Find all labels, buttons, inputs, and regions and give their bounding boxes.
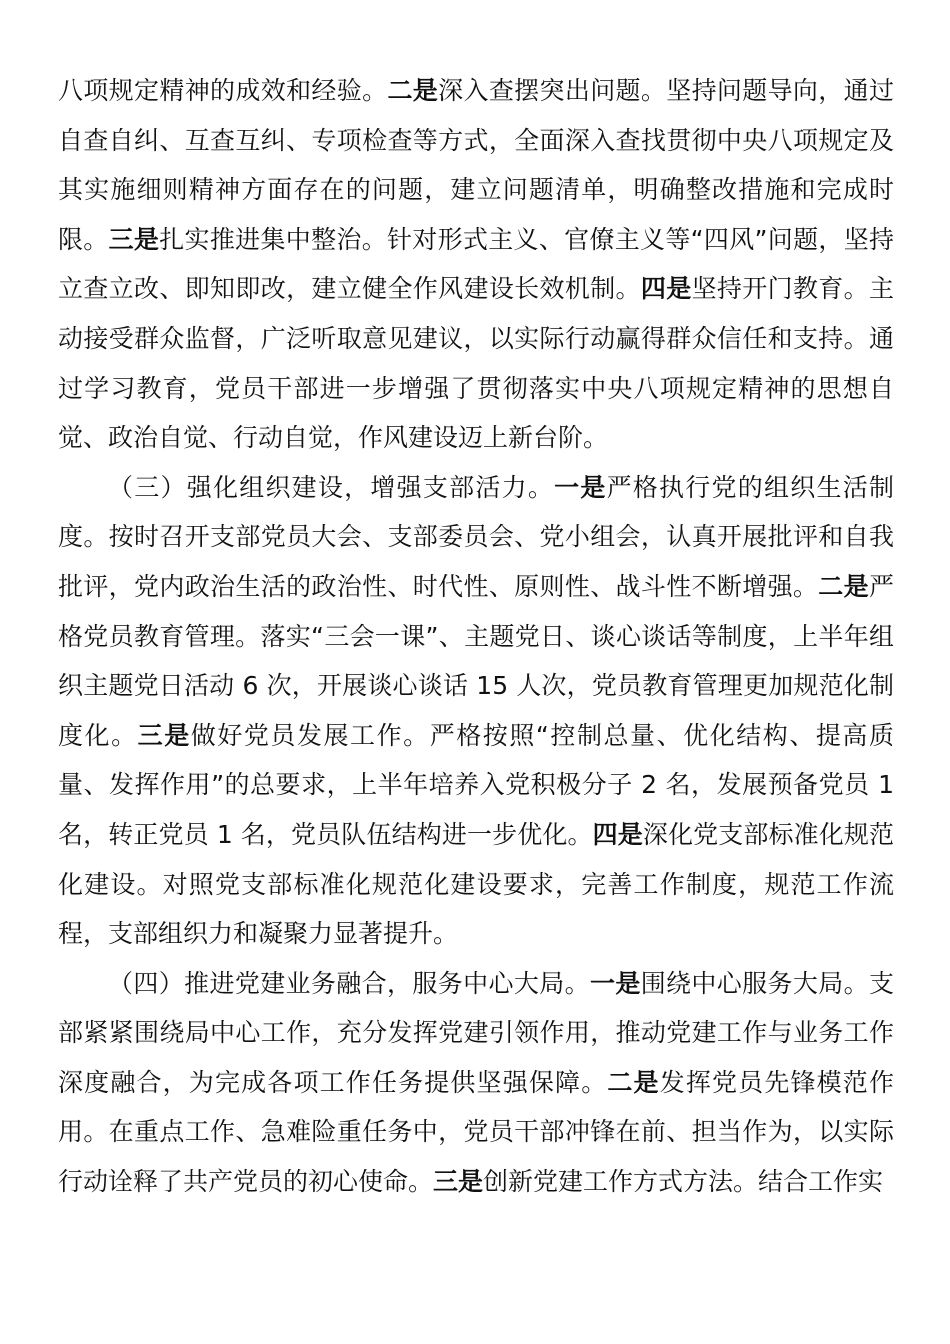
- text-segment: 坚持开门教育。主动接受群众监督，广泛听取意见建议，以实际行动赢得群众信任和支持。通过学习教育，党员干部进一步增强了贯彻落实中央八项规定精神的思想自觉、政治自觉、行动自觉，作风建设迈上新台阶。: [58, 274, 894, 453]
- bold-marker: 一是: [589, 968, 641, 998]
- bold-marker: 四是: [592, 819, 643, 849]
- bold-marker: 二是: [818, 571, 869, 601]
- text-segment: 深入查摆突出问题。坚持问题导向，通过自查自纠、互查互纠、专项检查等方式，全面深入查找贯彻中央八项规定及其实施细则精神方面存在的问题，建立问题清单，明确整改措施和完成时限。: [58, 76, 894, 254]
- text-segment: 创新党建工作方式方法。结合工作实: [483, 1167, 884, 1197]
- document-page: [58, 66, 894, 1207]
- text-segment: 围绕中心服务大局。支部紧紧围绕局中心工作，充分发挥党建引领作用，推动党建工作与业务工作深度融合，为完成各项工作任务提供坚强保障。: [58, 968, 894, 1097]
- paragraph-organization-building: [58, 463, 894, 959]
- paragraph-continuation: [58, 66, 894, 463]
- bold-marker: 二是: [387, 76, 439, 105]
- text-segment: 扎实推进集中整治。针对形式主义、官僚主义等“四风”问题，坚持立查立改、即知即改，建立健全作风建设长效机制。: [58, 224, 894, 304]
- bold-marker: 三是: [137, 720, 191, 750]
- bold-marker: 三是: [433, 1167, 484, 1197]
- bold-marker: 二是: [607, 1067, 660, 1097]
- text-segment: 深化党支部标准化规范化建设。对照党支部标准化规范化建设要求，完善工作制度，规范工作流程，支部组织力和凝聚力显著提升。: [58, 819, 894, 949]
- section-heading: （三）强化组织建设，增强支部活力。: [108, 472, 555, 502]
- bold-marker: 四是: [640, 274, 692, 304]
- text-segment: 做好党员发展工作。严格按照“控制总量、优化结构、提高质量、发挥作用”的总要求，上半年培养入党积极分子 2 名，发展预备党员 1 名，转正党员 1 名，党员队伍结构进一步优化。: [58, 720, 894, 849]
- bold-marker: 一是: [554, 472, 607, 502]
- section-heading: （四）推进党建业务融合，服务中心大局。: [108, 968, 590, 998]
- text-segment: 严格党员教育管理。落实“三会一课”、主题党日、谈心谈话等制度，上半年组织主题党日活动 6 次，开展谈心谈话 15 人次，党员教育管理更加规范化制度化。: [58, 571, 894, 750]
- bold-marker: 三是: [108, 224, 160, 254]
- paragraph-business-integration: [58, 959, 894, 1207]
- text-segment: 发挥党员先锋模范作用。在重点工作、急难险重任务中，党员干部冲锋在前、担当作为，以实际行动诠释了共产党员的初心使命。: [58, 1067, 894, 1197]
- text-segment: 严格执行党的组织生活制度。按时召开支部党员大会、支部委员会、党小组会，认真开展批评和自我批评，党内政治生活的政治性、时代性、原则性、战斗性不断增强。: [58, 472, 894, 601]
- text-segment: 八项规定精神的成效和经验。: [58, 76, 388, 105]
